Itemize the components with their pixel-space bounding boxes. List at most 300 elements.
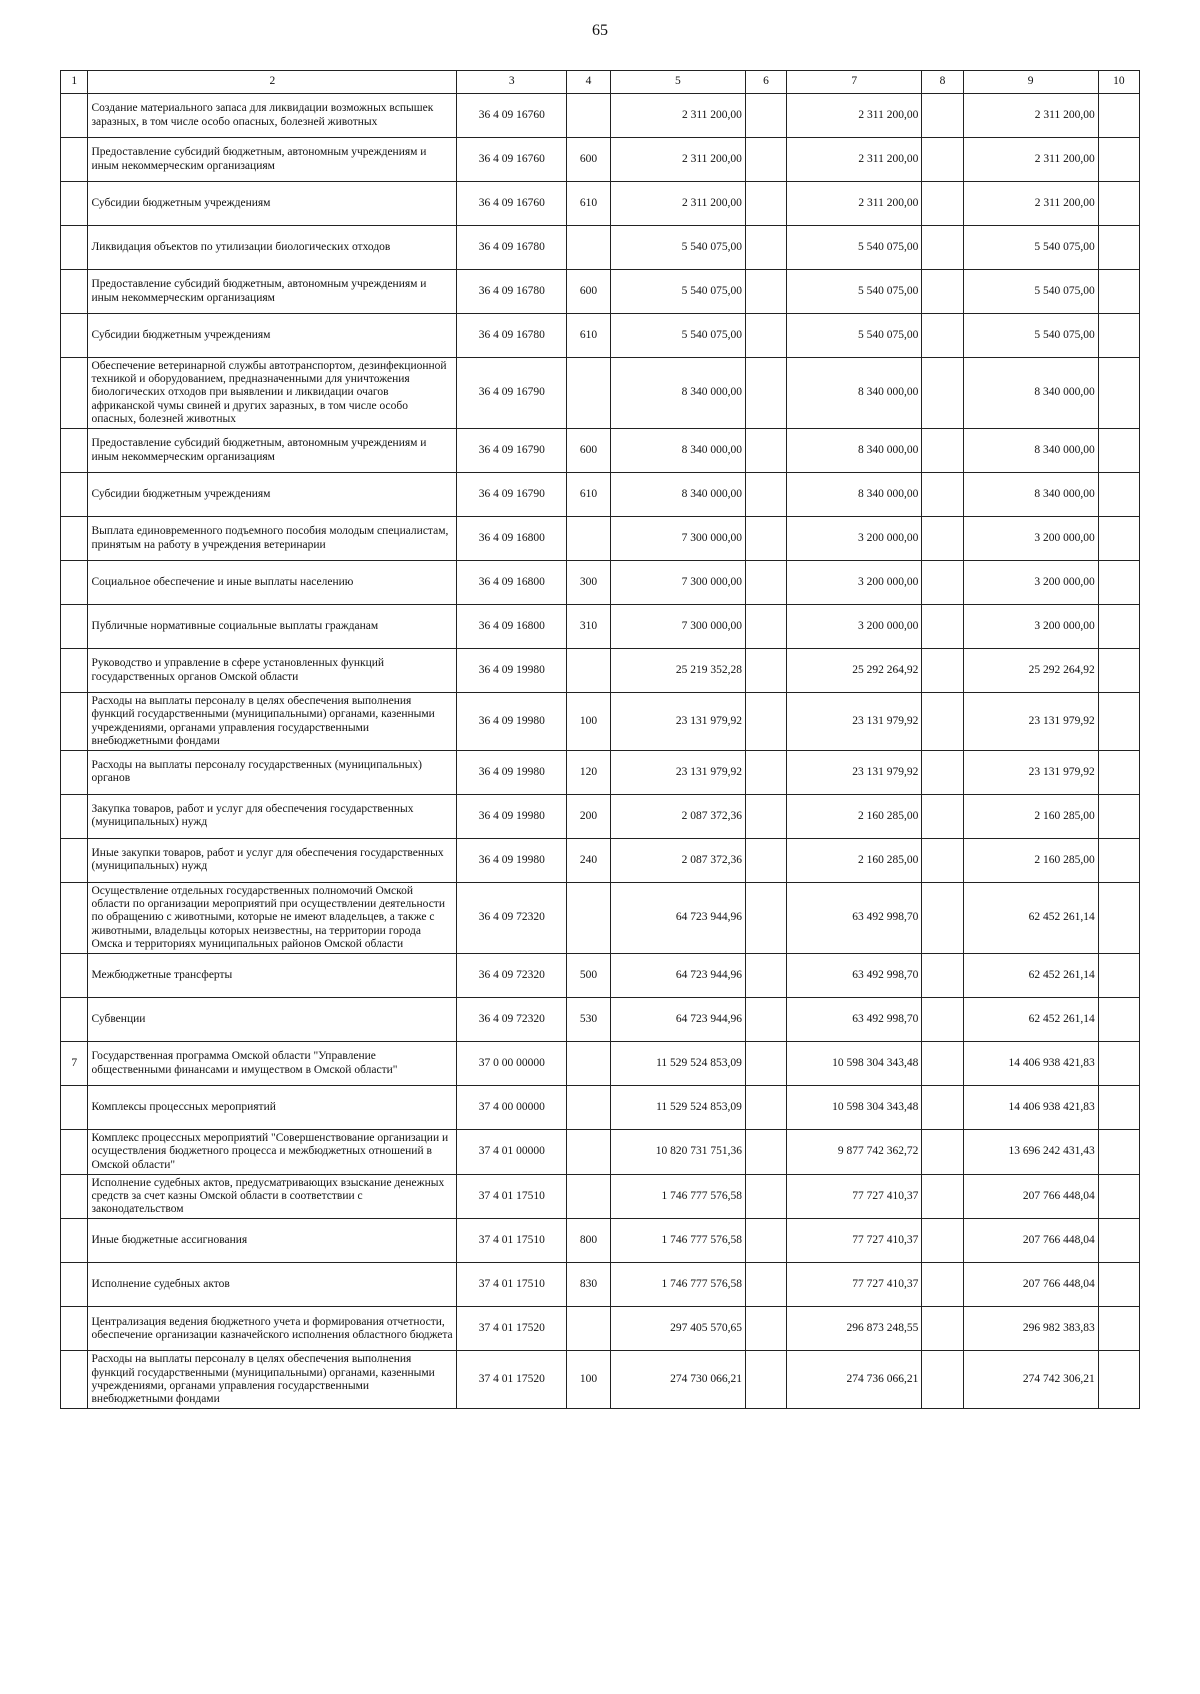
table-row [61,605,1140,649]
row-index [61,998,88,1042]
row-amount-col7: 5 540 075,00 [787,226,922,270]
table-body [61,94,1140,1409]
row-amount-col8 [922,1307,963,1351]
row-amount-col6 [745,1351,786,1409]
row-amount-col8 [922,750,963,794]
table-row [61,1263,1140,1307]
row-code: 37 4 01 17510 [457,1174,567,1219]
row-amount-col5: 297 405 570,65 [610,1307,745,1351]
row-name: Комплексы процессных мероприятий [88,1086,457,1130]
row-amount-col10 [1098,138,1139,182]
row-amount-col9: 2 160 285,00 [963,794,1098,838]
row-index [61,693,88,751]
table-row [61,998,1140,1042]
row-name: Публичные нормативные социальные выплаты гражданам [88,605,457,649]
row-amount-col7: 77 727 410,37 [787,1263,922,1307]
row-amount-col6 [745,882,786,953]
row-index [61,1174,88,1219]
row-amount-col7: 63 492 998,70 [787,954,922,998]
row-amount-col6 [745,605,786,649]
row-amount-col9: 8 340 000,00 [963,429,1098,473]
row-name: Закупка товаров, работ и услуг для обеспечения государственных (муниципальных) нужд [88,794,457,838]
row-code: 36 4 09 16780 [457,314,567,358]
table-row [61,750,1140,794]
row-expense-type [567,882,611,953]
table-row [61,561,1140,605]
row-amount-col10 [1098,605,1139,649]
row-amount-col6 [745,429,786,473]
table-row [61,954,1140,998]
row-name: Расходы на выплаты персоналу государственных (муниципальных) органов [88,750,457,794]
table-row [61,429,1140,473]
row-index [61,517,88,561]
page-number: 65 [592,22,608,39]
row-index [61,358,88,429]
row-amount-col9: 296 982 383,83 [963,1307,1098,1351]
row-expense-type [567,517,611,561]
row-code: 36 4 09 19980 [457,693,567,751]
row-amount-col5: 7 300 000,00 [610,605,745,649]
row-index [61,605,88,649]
column-header: 10 [1098,71,1139,94]
row-name: Исполнение судебных актов [88,1263,457,1307]
row-expense-type [567,94,611,138]
row-amount-col9: 23 131 979,92 [963,750,1098,794]
row-amount-col10 [1098,1086,1139,1130]
row-code: 36 4 09 16790 [457,473,567,517]
row-amount-col10 [1098,693,1139,751]
row-code: 36 4 09 72320 [457,954,567,998]
row-amount-col10 [1098,1042,1139,1086]
row-expense-type: 600 [567,429,611,473]
row-amount-col10 [1098,1219,1139,1263]
row-amount-col10 [1098,429,1139,473]
column-header: 7 [787,71,922,94]
row-index [61,314,88,358]
row-amount-col6 [745,94,786,138]
row-amount-col8 [922,1086,963,1130]
row-amount-col7: 5 540 075,00 [787,314,922,358]
row-expense-type: 800 [567,1219,611,1263]
row-expense-type [567,1042,611,1086]
row-amount-col5: 7 300 000,00 [610,517,745,561]
row-amount-col9: 23 131 979,92 [963,693,1098,751]
table-row [61,517,1140,561]
table-row [61,649,1140,693]
row-code: 36 4 09 16800 [457,605,567,649]
column-header: 3 [457,71,567,94]
row-expense-type: 120 [567,750,611,794]
row-code: 36 4 09 19980 [457,750,567,794]
table-row [61,314,1140,358]
row-amount-col6 [745,270,786,314]
row-amount-col8 [922,1042,963,1086]
row-amount-col6 [745,138,786,182]
row-name: Выплата единовременного подъемного пособия молодым специалистам, принятым на работу в учреждения ветеринарии [88,517,457,561]
row-index [61,138,88,182]
row-expense-type: 500 [567,954,611,998]
row-amount-col7: 296 873 248,55 [787,1307,922,1351]
row-amount-col9: 5 540 075,00 [963,270,1098,314]
row-amount-col10 [1098,226,1139,270]
row-amount-col9: 2 311 200,00 [963,182,1098,226]
row-amount-col9: 5 540 075,00 [963,226,1098,270]
row-amount-col7: 5 540 075,00 [787,270,922,314]
row-name: Государственная программа Омской области "Управление общественными финансами и имуществом в Омской области" [88,1042,457,1086]
row-amount-col7: 25 292 264,92 [787,649,922,693]
row-name: Субвенции [88,998,457,1042]
table-row [61,1174,1140,1219]
row-amount-col6 [745,561,786,605]
row-amount-col10 [1098,473,1139,517]
row-amount-col8 [922,838,963,882]
row-amount-col7: 8 340 000,00 [787,358,922,429]
row-expense-type: 610 [567,473,611,517]
row-amount-col10 [1098,1130,1139,1175]
row-name: Руководство и управление в сфере установленных функций государственных органов Омской области [88,649,457,693]
row-amount-col7: 2 311 200,00 [787,94,922,138]
row-amount-col9: 62 452 261,14 [963,882,1098,953]
row-amount-col7: 10 598 304 343,48 [787,1042,922,1086]
row-amount-col8 [922,138,963,182]
row-amount-col5: 5 540 075,00 [610,314,745,358]
row-amount-col5: 2 087 372,36 [610,794,745,838]
row-amount-col8 [922,649,963,693]
row-code: 36 4 09 16760 [457,94,567,138]
row-name: Иные бюджетные ассигнования [88,1219,457,1263]
budget-table-sheet [60,70,1140,1409]
row-amount-col10 [1098,882,1139,953]
row-expense-type [567,649,611,693]
table-row [61,182,1140,226]
row-amount-col9: 2 160 285,00 [963,838,1098,882]
row-amount-col10 [1098,750,1139,794]
row-amount-col9: 25 292 264,92 [963,649,1098,693]
row-index [61,794,88,838]
row-index [61,270,88,314]
row-amount-col10 [1098,182,1139,226]
row-expense-type [567,1174,611,1219]
row-index [61,1307,88,1351]
row-amount-col10 [1098,1263,1139,1307]
row-amount-col6 [745,314,786,358]
row-index [61,473,88,517]
row-amount-col10 [1098,314,1139,358]
row-amount-col7: 63 492 998,70 [787,998,922,1042]
table-row [61,1351,1140,1409]
row-expense-type: 610 [567,182,611,226]
row-index [61,750,88,794]
row-amount-col8 [922,358,963,429]
row-amount-col5: 8 340 000,00 [610,473,745,517]
table-row [61,1042,1140,1086]
row-code: 36 4 09 19980 [457,838,567,882]
row-amount-col6 [745,473,786,517]
row-name: Расходы на выплаты персоналу в целях обеспечения выполнения функций государственными (муниципальными) органами, казенными учреждениями, органами управления государственными внебюджетными фондами [88,1351,457,1409]
row-expense-type [567,1086,611,1130]
row-amount-col9: 3 200 000,00 [963,561,1098,605]
row-amount-col10 [1098,270,1139,314]
row-amount-col7: 63 492 998,70 [787,882,922,953]
row-amount-col6 [745,693,786,751]
column-header: 5 [610,71,745,94]
row-code: 37 4 00 00000 [457,1086,567,1130]
row-name: Субсидии бюджетным учреждениям [88,473,457,517]
row-name: Межбюджетные трансферты [88,954,457,998]
row-name: Ликвидация объектов по утилизации биологических отходов [88,226,457,270]
column-header: 1 [61,71,88,94]
row-amount-col6 [745,1130,786,1175]
row-code: 36 4 09 16780 [457,226,567,270]
row-amount-col9: 2 311 200,00 [963,94,1098,138]
row-amount-col9: 14 406 938 421,83 [963,1042,1098,1086]
row-amount-col8 [922,954,963,998]
row-expense-type: 600 [567,270,611,314]
row-amount-col7: 2 311 200,00 [787,182,922,226]
row-amount-col6 [745,517,786,561]
row-amount-col6 [745,1174,786,1219]
row-amount-col9: 13 696 242 431,43 [963,1130,1098,1175]
row-amount-col7: 77 727 410,37 [787,1174,922,1219]
row-amount-col7: 23 131 979,92 [787,750,922,794]
row-name: Субсидии бюджетным учреждениям [88,314,457,358]
row-amount-col10 [1098,1174,1139,1219]
row-name: Расходы на выплаты персоналу в целях обеспечения выполнения функций государственными (муниципальными) органами, казенными учреждениями, органами управления государственными внебюджетными фондами [88,693,457,751]
row-amount-col8 [922,605,963,649]
row-amount-col7: 3 200 000,00 [787,605,922,649]
row-amount-col10 [1098,794,1139,838]
table-row [61,226,1140,270]
row-code: 37 4 01 17510 [457,1219,567,1263]
column-header: 2 [88,71,457,94]
row-expense-type: 600 [567,138,611,182]
row-index [61,1086,88,1130]
row-amount-col7: 274 736 066,21 [787,1351,922,1409]
row-amount-col8 [922,998,963,1042]
row-amount-col8 [922,882,963,953]
row-code: 36 4 09 16800 [457,517,567,561]
row-amount-col10 [1098,649,1139,693]
table-row [61,138,1140,182]
table-row [61,838,1140,882]
row-amount-col8 [922,1130,963,1175]
row-amount-col10 [1098,838,1139,882]
row-expense-type: 610 [567,314,611,358]
row-amount-col8 [922,226,963,270]
row-amount-col6 [745,649,786,693]
header-row [61,71,1140,94]
table-row [61,270,1140,314]
row-code: 36 4 09 19980 [457,794,567,838]
row-code: 36 4 09 16790 [457,358,567,429]
row-amount-col8 [922,517,963,561]
row-amount-col9: 3 200 000,00 [963,605,1098,649]
row-name: Субсидии бюджетным учреждениям [88,182,457,226]
row-index [61,1263,88,1307]
row-amount-col5: 7 300 000,00 [610,561,745,605]
row-code: 37 4 01 00000 [457,1130,567,1175]
row-amount-col7: 8 340 000,00 [787,429,922,473]
row-amount-col6 [745,838,786,882]
table-row [61,1219,1140,1263]
row-index [61,94,88,138]
row-index [61,561,88,605]
row-amount-col9: 207 766 448,04 [963,1174,1098,1219]
row-index [61,954,88,998]
row-amount-col7: 9 877 742 362,72 [787,1130,922,1175]
row-name: Осуществление отдельных государственных полномочий Омской области по организации мероприятий при осуществлении деятельности по обращению с животными, которые не имеют владельцев, а также с животными, владельцы которых неизвестны, на территории города Омска и территориях муниципальных районов Омской области [88,882,457,953]
row-amount-col7: 10 598 304 343,48 [787,1086,922,1130]
row-expense-type: 240 [567,838,611,882]
row-amount-col7: 2 160 285,00 [787,794,922,838]
row-amount-col5: 64 723 944,96 [610,882,745,953]
row-amount-col5: 8 340 000,00 [610,358,745,429]
row-amount-col5: 5 540 075,00 [610,270,745,314]
row-code: 36 4 09 16780 [457,270,567,314]
row-amount-col10 [1098,954,1139,998]
row-amount-col6 [745,1263,786,1307]
row-amount-col5: 11 529 524 853,09 [610,1086,745,1130]
row-amount-col9: 3 200 000,00 [963,517,1098,561]
row-amount-col6 [745,794,786,838]
row-expense-type: 300 [567,561,611,605]
row-index [61,882,88,953]
table-row [61,473,1140,517]
row-amount-col5: 11 529 524 853,09 [610,1042,745,1086]
row-expense-type [567,358,611,429]
row-code: 36 4 09 16760 [457,138,567,182]
row-amount-col9: 62 452 261,14 [963,998,1098,1042]
row-amount-col7: 8 340 000,00 [787,473,922,517]
row-expense-type [567,1307,611,1351]
row-amount-col5: 2 311 200,00 [610,182,745,226]
row-amount-col5: 274 730 066,21 [610,1351,745,1409]
row-expense-type [567,226,611,270]
row-amount-col8 [922,473,963,517]
row-amount-col6 [745,1086,786,1130]
row-amount-col8 [922,314,963,358]
row-index [61,1351,88,1409]
row-amount-col7: 77 727 410,37 [787,1219,922,1263]
row-index: 7 [61,1042,88,1086]
row-index [61,226,88,270]
row-index [61,429,88,473]
table-row [61,1307,1140,1351]
row-amount-col9: 207 766 448,04 [963,1219,1098,1263]
table-row [61,358,1140,429]
row-amount-col8 [922,94,963,138]
table-row [61,794,1140,838]
row-amount-col5: 25 219 352,28 [610,649,745,693]
row-amount-col10 [1098,358,1139,429]
row-amount-col6 [745,226,786,270]
row-name: Предоставление субсидий бюджетным, автономным учреждениям и иным некоммерческим организациям [88,270,457,314]
row-amount-col10 [1098,1307,1139,1351]
row-index [61,1219,88,1263]
budget-table [60,70,1140,1409]
row-amount-col7: 2 160 285,00 [787,838,922,882]
row-amount-col5: 5 540 075,00 [610,226,745,270]
column-header: 9 [963,71,1098,94]
row-amount-col8 [922,270,963,314]
row-index [61,1130,88,1175]
row-amount-col10 [1098,517,1139,561]
row-expense-type: 310 [567,605,611,649]
row-code: 36 4 09 16760 [457,182,567,226]
row-amount-col6 [745,998,786,1042]
row-code: 36 4 09 16790 [457,429,567,473]
row-index [61,838,88,882]
row-code: 36 4 09 72320 [457,998,567,1042]
row-code: 37 0 00 00000 [457,1042,567,1086]
row-amount-col10 [1098,94,1139,138]
row-amount-col9: 62 452 261,14 [963,954,1098,998]
row-name: Иные закупки товаров, работ и услуг для обеспечения государственных (муниципальных) нужд [88,838,457,882]
row-amount-col8 [922,794,963,838]
row-index [61,649,88,693]
row-name: Исполнение судебных актов, предусматривающих взыскание денежных средств за счет казны Омской области в соответствии с законодательством [88,1174,457,1219]
row-name: Социальное обеспечение и иные выплаты населению [88,561,457,605]
row-expense-type: 530 [567,998,611,1042]
row-amount-col5: 8 340 000,00 [610,429,745,473]
row-name: Централизация ведения бюджетного учета и формирования отчетности, обеспечение организации казначейского исполнения областного бюджета [88,1307,457,1351]
row-amount-col9: 8 340 000,00 [963,473,1098,517]
row-amount-col5: 10 820 731 751,36 [610,1130,745,1175]
row-amount-col7: 2 311 200,00 [787,138,922,182]
row-code: 37 4 01 17520 [457,1351,567,1409]
column-header: 6 [745,71,786,94]
row-amount-col5: 2 311 200,00 [610,94,745,138]
table-row [61,1130,1140,1175]
row-name: Обеспечение ветеринарной службы автотранспортом, дезинфекционной техникой и оборудованием, предназначенными для уничтожения биологических отходов при выявлении и ликвидации очагов африканской чумы свиней и других заразных, в том числе особо опасных, болезней животных [88,358,457,429]
row-expense-type [567,1130,611,1175]
row-amount-col7: 23 131 979,92 [787,693,922,751]
row-amount-col5: 2 311 200,00 [610,138,745,182]
row-amount-col6 [745,1042,786,1086]
row-amount-col8 [922,561,963,605]
row-amount-col8 [922,1351,963,1409]
table-row [61,882,1140,953]
row-amount-col10 [1098,1351,1139,1409]
row-code: 37 4 01 17510 [457,1263,567,1307]
row-amount-col6 [745,1219,786,1263]
row-amount-col8 [922,1263,963,1307]
row-name: Предоставление субсидий бюджетным, автономным учреждениям и иным некоммерческим организациям [88,138,457,182]
row-amount-col9: 207 766 448,04 [963,1263,1098,1307]
row-name: Комплекс процессных мероприятий "Совершенствование организации и осуществления бюджетного процесса и межбюджетных отношений в Омской области" [88,1130,457,1175]
row-expense-type: 200 [567,794,611,838]
row-amount-col6 [745,358,786,429]
row-amount-col6 [745,954,786,998]
row-expense-type: 830 [567,1263,611,1307]
row-amount-col5: 2 087 372,36 [610,838,745,882]
row-name: Предоставление субсидий бюджетным, автономным учреждениям и иным некоммерческим организациям [88,429,457,473]
row-amount-col8 [922,1219,963,1263]
row-amount-col5: 1 746 777 576,58 [610,1174,745,1219]
row-code: 37 4 01 17520 [457,1307,567,1351]
table-row [61,693,1140,751]
row-amount-col6 [745,750,786,794]
column-header: 4 [567,71,611,94]
row-amount-col5: 64 723 944,96 [610,998,745,1042]
table-row [61,1086,1140,1130]
row-amount-col5: 64 723 944,96 [610,954,745,998]
row-amount-col8 [922,1174,963,1219]
row-amount-col9: 14 406 938 421,83 [963,1086,1098,1130]
row-amount-col6 [745,1307,786,1351]
table-row [61,94,1140,138]
row-amount-col10 [1098,561,1139,605]
